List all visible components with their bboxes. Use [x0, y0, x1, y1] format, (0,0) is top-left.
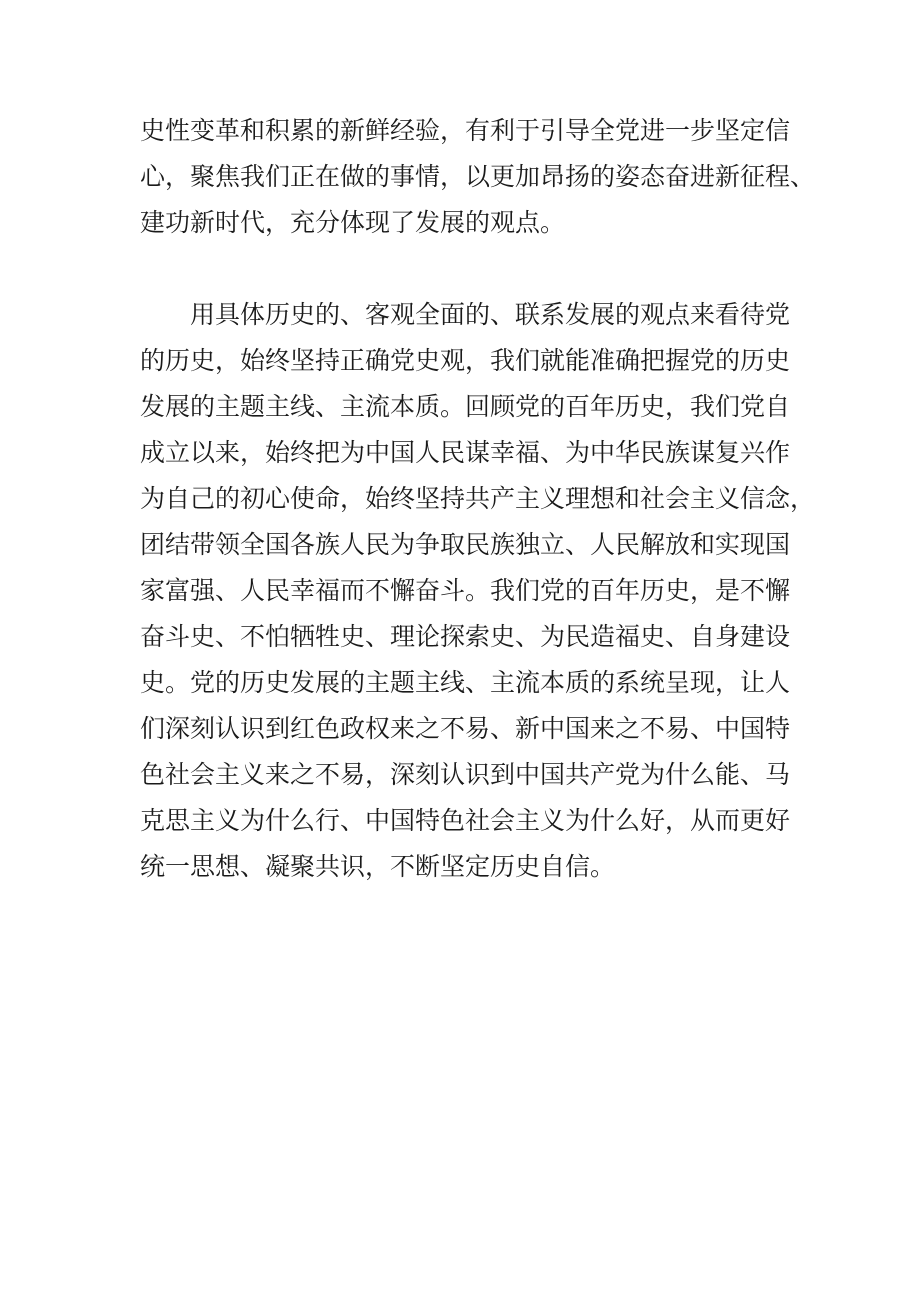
paragraph-1-line-3: 建功新时代，充分体现了发展的观点。	[140, 208, 566, 237]
paragraph-2-line-2: 的历史，始终坚持正确党史观，我们就能准确把握党的历史	[140, 346, 791, 375]
paragraph-2-line-10: 们深刻认识到红色政权来之不易、新中国来之不易、中国特	[140, 714, 791, 743]
paragraph-2-line-9: 史。党的历史发展的主题主线、主流本质的系统呈现，让人	[140, 668, 791, 697]
paragraph-2-line-6: 团结带领全国各族人民为争取民族独立、人民解放和实现国	[140, 530, 791, 559]
paragraph-2-line-12: 克思主义为什么行、中国特色社会主义为什么好，从而更好	[140, 806, 791, 835]
paragraph-1-line-2: 心，聚焦我们正在做的事情，以更加昂扬的姿态奋进新征程、	[140, 162, 816, 191]
paragraph-2-line-13: 统一思想、凝聚共识，不断坚定历史自信。	[140, 852, 616, 881]
paragraph-2-line-4: 成立以来，始终把为中国人民谋幸福、为中华民族谋复兴作	[140, 438, 791, 467]
paragraph-2-line-1: 用具体历史的、客观全面的、联系发展的观点来看待党	[140, 300, 791, 329]
paragraph-1-line-1: 史性变革和积累的新鲜经验，有利于引导全党进一步坚定信	[140, 116, 791, 145]
paragraph-2-line-11: 色社会主义来之不易，深刻认识到中国共产党为什么能、马	[140, 760, 791, 789]
paragraph-2-line-8: 奋斗史、不怕牺牲史、理论探索史、为民造福史、自身建设	[140, 622, 791, 651]
paragraph-2-line-3: 发展的主题主线、主流本质。回顾党的百年历史，我们党自	[140, 392, 791, 421]
paragraph-2-line-5: 为自己的初心使命，始终坚持共产主义理想和社会主义信念，	[140, 484, 816, 513]
paragraph-2-line-7: 家富强、人民幸福而不懈奋斗。我们党的百年历史，是不懈	[140, 576, 791, 605]
